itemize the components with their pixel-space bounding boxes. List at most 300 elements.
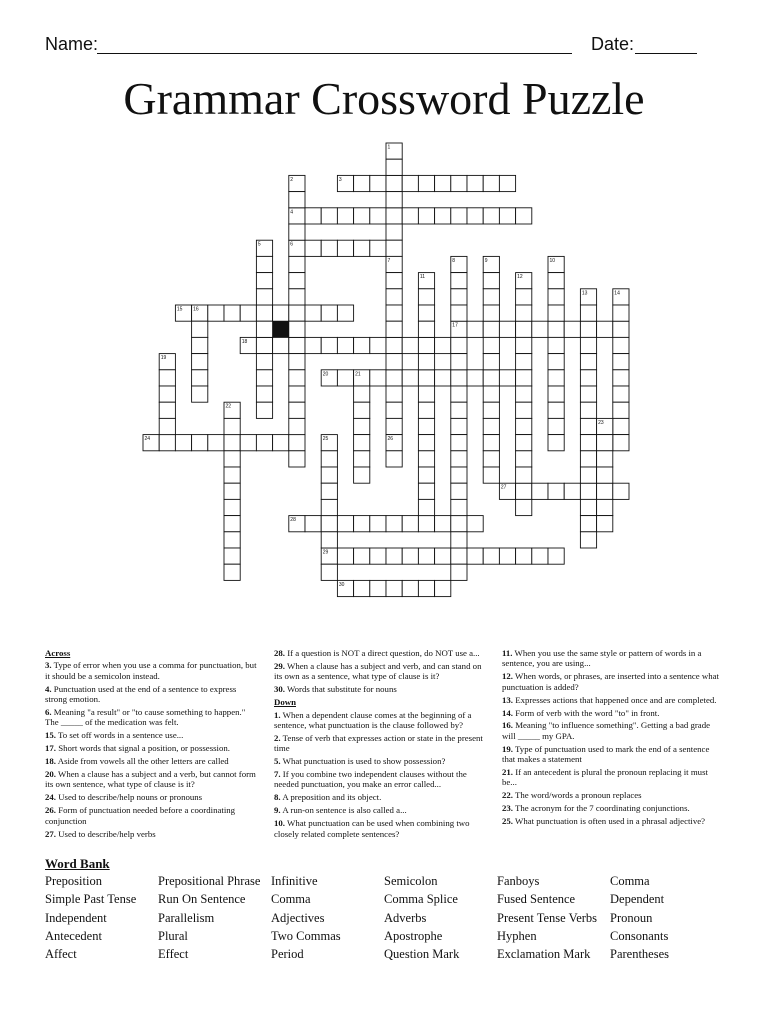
grid-cell[interactable] (386, 418, 402, 434)
grid-clue-number: 8 (452, 257, 456, 264)
grid-cell[interactable] (418, 580, 434, 596)
grid-cell[interactable] (208, 435, 224, 451)
grid-cell[interactable] (386, 580, 402, 596)
grid-cell[interactable] (354, 580, 370, 596)
grid-cell[interactable] (548, 386, 564, 402)
clue-item: 3. Type of error when you use a comma for punctuation, but it should be a semicolon instead. (45, 660, 257, 681)
word-bank-entry: Affect (45, 947, 77, 962)
grid-cell[interactable] (516, 208, 532, 224)
grid-cell[interactable] (597, 499, 613, 515)
grid-cell[interactable] (289, 337, 305, 353)
grid-cell[interactable] (321, 483, 337, 499)
grid-cell[interactable] (273, 305, 289, 321)
grid-cell[interactable] (305, 305, 321, 321)
grid-cell[interactable] (516, 435, 532, 451)
grid-cell[interactable] (564, 321, 580, 337)
grid-cell[interactable] (240, 435, 256, 451)
grid-cell[interactable] (337, 240, 353, 256)
grid-cell[interactable] (354, 175, 370, 191)
grid-cell[interactable] (386, 273, 402, 289)
grid-cell[interactable] (386, 289, 402, 305)
grid-cell[interactable] (192, 354, 208, 370)
grid-cell[interactable] (354, 418, 370, 434)
grid-cell[interactable] (580, 435, 596, 451)
grid-cell[interactable] (256, 370, 272, 386)
grid-cell[interactable] (483, 289, 499, 305)
grid-cell[interactable] (483, 354, 499, 370)
grid-cell[interactable] (289, 321, 305, 337)
grid-cell[interactable] (289, 305, 305, 321)
grid-cell[interactable] (597, 321, 613, 337)
grid-cell[interactable] (613, 402, 629, 418)
grid-cell[interactable] (224, 499, 240, 515)
grid-cell[interactable] (451, 273, 467, 289)
grid-cell[interactable] (613, 370, 629, 386)
grid-cell[interactable] (580, 354, 596, 370)
grid-cell[interactable] (175, 435, 191, 451)
grid-cell[interactable] (354, 337, 370, 353)
grid-cell[interactable] (548, 354, 564, 370)
grid-cell[interactable] (613, 435, 629, 451)
grid-cell[interactable] (354, 240, 370, 256)
grid-cell[interactable] (386, 224, 402, 240)
grid-cell[interactable] (321, 467, 337, 483)
grid-cell[interactable] (370, 548, 386, 564)
grid-cell[interactable] (321, 208, 337, 224)
grid-cell[interactable] (224, 451, 240, 467)
grid-cell[interactable] (564, 483, 580, 499)
word-bank-entry: Adverbs (384, 910, 427, 925)
grid-cell[interactable] (483, 321, 499, 337)
grid-cell[interactable] (548, 337, 564, 353)
grid-cell[interactable] (597, 483, 613, 499)
grid-cell[interactable] (548, 305, 564, 321)
grid-cell[interactable] (451, 402, 467, 418)
grid-cell[interactable] (516, 305, 532, 321)
grid-cell[interactable] (483, 305, 499, 321)
clue-item: 5. What punctuation is used to show possession? (274, 756, 446, 767)
grid-cell[interactable] (483, 208, 499, 224)
grid-cell[interactable] (418, 483, 434, 499)
grid-cell[interactable] (321, 337, 337, 353)
grid-cell[interactable] (386, 159, 402, 175)
grid-cell[interactable] (613, 418, 629, 434)
grid-cell[interactable] (483, 337, 499, 353)
grid-cell[interactable] (370, 516, 386, 532)
grid-cell[interactable] (402, 175, 418, 191)
grid-cell[interactable] (224, 435, 240, 451)
grid-cell[interactable] (321, 532, 337, 548)
grid-cell[interactable] (321, 564, 337, 580)
grid-cell[interactable] (208, 305, 224, 321)
grid-cell[interactable] (256, 289, 272, 305)
grid-cell[interactable] (580, 370, 596, 386)
grid-cell[interactable] (451, 451, 467, 467)
grid-cell[interactable] (386, 354, 402, 370)
grid-cell[interactable] (435, 516, 451, 532)
grid-cell[interactable] (402, 370, 418, 386)
clue-item: 9. A run-on sentence is also called a... (274, 805, 407, 816)
grid-clue-number: 21 (355, 371, 361, 378)
grid-cell[interactable] (256, 386, 272, 402)
grid-cell[interactable] (516, 402, 532, 418)
grid-cell[interactable] (192, 370, 208, 386)
grid-clue-number: 17 (452, 322, 458, 329)
word-bank-entry: Preposition (45, 874, 102, 888)
grid-cell[interactable] (386, 305, 402, 321)
grid-cell[interactable] (289, 435, 305, 451)
grid-cell[interactable] (483, 175, 499, 191)
grid-cell[interactable] (451, 386, 467, 402)
grid-cell[interactable] (467, 370, 483, 386)
word-bank-entry: Comma (610, 874, 650, 888)
grid-cell[interactable] (451, 289, 467, 305)
grid-clue-number: 18 (241, 338, 248, 345)
grid-cell[interactable] (516, 289, 532, 305)
grid-cell[interactable] (580, 337, 596, 353)
grid-cell[interactable] (337, 337, 353, 353)
grid-cell[interactable] (597, 467, 613, 483)
grid-clue-number: 16 (193, 306, 199, 313)
grid-cell[interactable] (418, 175, 434, 191)
grid-cell[interactable] (435, 548, 451, 564)
grid-cell[interactable] (386, 240, 402, 256)
word-bank-entry: Consonants (610, 928, 669, 943)
grid-cell[interactable] (386, 516, 402, 532)
grid-cell[interactable] (321, 240, 337, 256)
grid-cell[interactable] (435, 208, 451, 224)
word-bank-entry: Independent (45, 910, 107, 925)
grid-cell[interactable] (289, 402, 305, 418)
grid-cell[interactable] (597, 451, 613, 467)
grid-cell[interactable] (483, 386, 499, 402)
grid-cell[interactable] (548, 418, 564, 434)
down-heading: Down (274, 697, 296, 708)
grid-cell[interactable] (483, 548, 499, 564)
grid-cell[interactable] (499, 208, 515, 224)
grid-cell[interactable] (370, 175, 386, 191)
page-title: Grammar Crossword Puzzle (123, 73, 645, 124)
clue-item: 13. Expresses actions that happened once and are completed. (502, 694, 717, 705)
grid-cell[interactable] (256, 305, 272, 321)
grid-cell[interactable] (516, 483, 532, 499)
grid-cell[interactable] (305, 337, 321, 353)
grid-clue-number: 23 (598, 419, 604, 426)
grid-cell[interactable] (516, 354, 532, 370)
grid-cell[interactable] (516, 370, 532, 386)
grid-cell[interactable] (418, 386, 434, 402)
grid-cell[interactable] (613, 337, 629, 353)
clues-column-2 (274, 648, 490, 842)
grid-cell[interactable] (159, 386, 175, 402)
grid-cell[interactable] (256, 337, 272, 353)
grid-cell[interactable] (256, 354, 272, 370)
grid-cell[interactable] (159, 402, 175, 418)
grid-cell[interactable] (548, 321, 564, 337)
grid-cell[interactable] (321, 451, 337, 467)
grid-cell[interactable] (483, 370, 499, 386)
grid-cell[interactable] (289, 256, 305, 272)
grid-cell[interactable] (418, 451, 434, 467)
grid-cell[interactable] (580, 305, 596, 321)
grid-cell[interactable] (435, 580, 451, 596)
clues-column-3 (502, 648, 720, 829)
grid-cell[interactable] (451, 305, 467, 321)
grid-cell[interactable] (451, 418, 467, 434)
grid-cell[interactable] (289, 289, 305, 305)
grid-cell[interactable] (402, 337, 418, 353)
grid-cell[interactable] (289, 451, 305, 467)
grid-cell[interactable] (289, 224, 305, 240)
grid-cell[interactable] (386, 175, 402, 191)
grid-cell[interactable] (451, 548, 467, 564)
grid-cell[interactable] (418, 337, 434, 353)
grid-cell[interactable] (402, 580, 418, 596)
grid-cell[interactable] (499, 370, 515, 386)
grid-cell[interactable] (483, 402, 499, 418)
word-bank-entry: Prepositional Phrase (158, 874, 261, 888)
grid-cell[interactable] (516, 548, 532, 564)
grid-cell[interactable] (370, 208, 386, 224)
grid-cell[interactable] (386, 337, 402, 353)
grid-cell[interactable] (386, 451, 402, 467)
grid-cell[interactable] (370, 370, 386, 386)
grid-cell[interactable] (532, 548, 548, 564)
grid-cell[interactable] (354, 435, 370, 451)
grid-cell[interactable] (516, 451, 532, 467)
grid-cell[interactable] (580, 321, 596, 337)
grid-cell[interactable] (224, 483, 240, 499)
grid-cell[interactable] (354, 402, 370, 418)
grid-cell[interactable] (386, 402, 402, 418)
grid-cell[interactable] (548, 548, 564, 564)
grid-cell[interactable] (467, 321, 483, 337)
grid-cell[interactable] (467, 208, 483, 224)
word-bank-entry: Comma (271, 892, 311, 907)
grid-cell[interactable] (418, 305, 434, 321)
grid-cell[interactable] (273, 435, 289, 451)
word-bank-entry: Pronoun (610, 910, 653, 925)
grid-cell[interactable] (305, 240, 321, 256)
grid-cell[interactable] (386, 370, 402, 386)
grid-cell[interactable] (532, 321, 548, 337)
grid-cell[interactable] (402, 516, 418, 532)
grid-cell[interactable] (451, 337, 467, 353)
grid-cell[interactable] (337, 305, 353, 321)
grid-cell[interactable] (580, 467, 596, 483)
grid-cell[interactable] (256, 273, 272, 289)
grid-cell[interactable] (435, 337, 451, 353)
grid-cell[interactable] (451, 354, 467, 370)
grid-cell[interactable] (483, 467, 499, 483)
grid-cell[interactable] (548, 402, 564, 418)
grid-cell[interactable] (516, 499, 532, 515)
grid-cell[interactable] (354, 467, 370, 483)
grid-cell[interactable] (548, 273, 564, 289)
grid-cell[interactable] (224, 467, 240, 483)
clue-item: 15. To set off words in a sentence use... (45, 730, 184, 741)
grid-cell[interactable] (418, 289, 434, 305)
grid-cell[interactable] (354, 516, 370, 532)
grid-cell[interactable] (451, 564, 467, 580)
grid-cell[interactable] (418, 208, 434, 224)
grid-cell[interactable] (418, 435, 434, 451)
grid-cell[interactable] (256, 435, 272, 451)
grid-cell[interactable] (451, 175, 467, 191)
grid-cell[interactable] (516, 321, 532, 337)
grid-cell[interactable] (321, 305, 337, 321)
grid-cell[interactable] (240, 305, 256, 321)
grid-cell[interactable] (516, 467, 532, 483)
grid-cell[interactable] (548, 435, 564, 451)
grid-cell[interactable] (289, 418, 305, 434)
grid-cell[interactable] (273, 337, 289, 353)
grid-cell[interactable] (370, 337, 386, 353)
grid-cell[interactable] (402, 548, 418, 564)
grid-cell[interactable] (499, 175, 515, 191)
grid-clue-number: 20 (322, 371, 329, 378)
grid-cell[interactable] (451, 499, 467, 515)
grid-cell[interactable] (337, 208, 353, 224)
grid-cell[interactable] (224, 305, 240, 321)
grid-cell[interactable] (256, 321, 272, 337)
grid-cell[interactable] (613, 321, 629, 337)
grid-cell[interactable] (613, 386, 629, 402)
grid-cell[interactable] (224, 548, 240, 564)
grid-cell[interactable] (483, 418, 499, 434)
grid-cell[interactable] (418, 321, 434, 337)
grid-cell[interactable] (580, 499, 596, 515)
grid-cell[interactable] (289, 370, 305, 386)
grid-cell[interactable] (159, 370, 175, 386)
grid-cell[interactable] (224, 418, 240, 434)
grid-cell[interactable] (321, 499, 337, 515)
grid-clue-number: 2 (290, 176, 294, 183)
grid-cell[interactable] (192, 386, 208, 402)
date-label: Date: (591, 34, 635, 54)
grid-cell[interactable] (548, 483, 564, 499)
grid-cell[interactable] (418, 467, 434, 483)
grid-cell[interactable] (548, 370, 564, 386)
grid-cell[interactable] (435, 175, 451, 191)
grid-cell[interactable] (386, 321, 402, 337)
grid-cell[interactable] (483, 273, 499, 289)
grid-cell[interactable] (451, 467, 467, 483)
grid-cell[interactable] (418, 418, 434, 434)
word-bank-entry: Period (271, 947, 304, 962)
grid-cell[interactable] (597, 435, 613, 451)
grid-cell[interactable] (354, 548, 370, 564)
grid-cell[interactable] (580, 418, 596, 434)
grid-cell[interactable] (467, 175, 483, 191)
grid-cell[interactable] (483, 451, 499, 467)
grid-cell[interactable] (418, 499, 434, 515)
grid-cell[interactable] (354, 208, 370, 224)
grid-cell[interactable] (532, 483, 548, 499)
grid-cell[interactable] (418, 370, 434, 386)
grid-cell[interactable] (548, 289, 564, 305)
grid-cell[interactable] (289, 273, 305, 289)
grid-cell[interactable] (289, 354, 305, 370)
grid-cell[interactable] (580, 532, 596, 548)
grid-cell[interactable] (321, 516, 337, 532)
grid-cell[interactable] (224, 532, 240, 548)
grid-cell[interactable] (305, 208, 321, 224)
grid-cell[interactable] (224, 564, 240, 580)
grid-cell[interactable] (580, 402, 596, 418)
grid-cell[interactable] (435, 370, 451, 386)
grid-cell[interactable] (580, 386, 596, 402)
grid-cell[interactable] (337, 516, 353, 532)
grid-cell[interactable] (467, 516, 483, 532)
grid-cell[interactable] (516, 337, 532, 353)
grid-cell[interactable] (159, 435, 175, 451)
grid-cell[interactable] (580, 451, 596, 467)
grid-cell[interactable] (159, 418, 175, 434)
grid-cell[interactable] (354, 386, 370, 402)
grid-cell[interactable] (337, 548, 353, 564)
grid-cell[interactable] (337, 370, 353, 386)
across-heading: Across (45, 648, 71, 658)
grid-cell[interactable] (451, 532, 467, 548)
grid-cell[interactable] (451, 208, 467, 224)
word-bank-title: Word Bank (45, 856, 110, 871)
grid-cell[interactable] (370, 580, 386, 596)
grid-cell[interactable] (613, 483, 629, 499)
grid-cell[interactable] (192, 337, 208, 353)
grid-cell[interactable] (386, 386, 402, 402)
grid-cell[interactable] (305, 516, 321, 532)
grid-cell[interactable] (451, 516, 467, 532)
grid-cell[interactable] (289, 386, 305, 402)
grid-cell[interactable] (386, 548, 402, 564)
grid-cell[interactable] (516, 418, 532, 434)
grid-cell[interactable] (613, 305, 629, 321)
grid-cell[interactable] (418, 516, 434, 532)
grid-cell[interactable] (256, 256, 272, 272)
grid-cell[interactable] (499, 548, 515, 564)
grid-cell[interactable] (467, 548, 483, 564)
grid-cell[interactable] (451, 435, 467, 451)
grid-cell[interactable] (483, 435, 499, 451)
grid-cell[interactable] (192, 321, 208, 337)
grid-cell[interactable] (451, 483, 467, 499)
grid-cell[interactable] (451, 370, 467, 386)
grid-cell[interactable] (386, 208, 402, 224)
grid-cell[interactable] (256, 402, 272, 418)
word-bank-entry: Fanboys (497, 874, 540, 888)
word-bank-entry: Parentheses (610, 947, 670, 962)
grid-cell[interactable] (289, 192, 305, 208)
word-bank-entry: Hyphen (497, 928, 537, 943)
grid-cell[interactable] (224, 516, 240, 532)
grid-clue-number: 22 (225, 403, 232, 410)
grid-cell[interactable] (613, 354, 629, 370)
grid-cell[interactable] (370, 240, 386, 256)
grid-cell[interactable] (354, 451, 370, 467)
grid-cell[interactable] (402, 208, 418, 224)
grid-cell[interactable] (418, 354, 434, 370)
grid-cell[interactable] (418, 402, 434, 418)
grid-cell[interactable] (580, 516, 596, 532)
grid-cell[interactable] (597, 516, 613, 532)
grid-cell[interactable] (580, 483, 596, 499)
grid-cell[interactable] (516, 386, 532, 402)
grid-cell[interactable] (499, 321, 515, 337)
grid-cell[interactable] (418, 548, 434, 564)
grid-cell[interactable] (192, 435, 208, 451)
grid-cell[interactable] (386, 192, 402, 208)
